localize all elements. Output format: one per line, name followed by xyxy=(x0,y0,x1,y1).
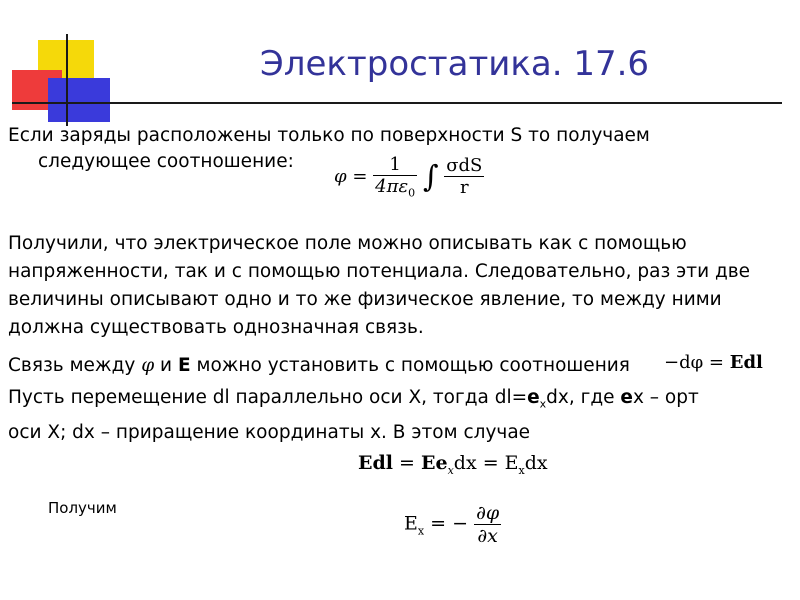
formula-1-integrand-num: σdS xyxy=(446,155,483,177)
formula-3-e: dx xyxy=(524,452,548,474)
logo-vertical-line xyxy=(66,34,68,126)
p3-text-a: Связь между xyxy=(8,355,142,376)
formula-potential-surface xyxy=(334,154,484,200)
logo-blue-square xyxy=(48,78,110,122)
formula-2-rhs: Edl xyxy=(729,352,763,373)
formula-4-lhs: E xyxy=(404,512,418,535)
formula-3-c-sub: x xyxy=(447,463,454,477)
paragraph-4-line-2: оси X; dx – приращение координаты x. В этом случае xyxy=(8,421,531,443)
formula-3-b: = xyxy=(393,452,421,474)
title-underline xyxy=(12,102,782,104)
p3-phi: φ xyxy=(141,355,155,376)
formula-1-integrand-den: r xyxy=(459,177,469,199)
p4-b: dx, где xyxy=(546,387,621,408)
formula-3-d-sub: x xyxy=(518,463,525,477)
paragraph-3 xyxy=(8,352,630,380)
p4-e2: e xyxy=(620,387,633,408)
formula-1-integrand xyxy=(444,155,484,198)
paragraph-5: Получим xyxy=(48,499,117,517)
paragraph-2-line-4: должна существовать однозначная связь. xyxy=(8,317,424,338)
formula-1-coef-den xyxy=(373,176,417,200)
formula-1-den-sub: 0 xyxy=(408,186,416,200)
formula-3-d: dx = E xyxy=(453,452,519,474)
paragraph-4 xyxy=(8,384,699,447)
p4-e: e xyxy=(527,387,540,408)
formula-2-lhs: −dφ = xyxy=(664,352,730,373)
paragraph-2-line-3: величины описывают одно и то же физическое явление, то между ними xyxy=(8,289,722,310)
formula-3-a: Edl xyxy=(358,452,393,474)
formula-4-num: ∂φ xyxy=(476,502,500,524)
p3-E: E xyxy=(177,355,191,376)
p3-text-b: можно установить с помощью соотношения xyxy=(190,355,630,376)
formula-4-den: ∂x xyxy=(477,525,498,547)
formula-1-lhs: φ = xyxy=(334,165,368,187)
formula-4-lhs-sub: x xyxy=(417,524,425,538)
paragraph-2-line-2: напряженности, так и с помощью потенциала. Следовательно, раз эти две xyxy=(8,261,751,282)
formula-field-projection xyxy=(358,452,548,477)
paragraph-1-line-1: Если заряды расположены только по поверхности S то получаем xyxy=(8,125,650,146)
formula-4-eq: = − xyxy=(424,512,469,535)
formula-1-coefficient xyxy=(373,154,417,200)
paragraph-2 xyxy=(8,230,750,342)
slide-title: Электростатика. 17.6 xyxy=(260,44,650,84)
formula-1-coef-num: 1 xyxy=(373,154,417,176)
formula-potential-field-relation xyxy=(664,352,763,373)
p4-a: Пусть перемещение dl параллельно оси X, тогда dl= xyxy=(8,387,528,408)
formula-4-fraction xyxy=(474,502,501,547)
paragraph-1-line-2: следующее соотношение: xyxy=(38,151,294,172)
paragraph-4-line-1 xyxy=(8,384,699,419)
p4-sub: x xyxy=(539,397,547,411)
p3-and: и xyxy=(154,355,178,376)
integral-sign: ∫ xyxy=(422,159,439,195)
formula-field-gradient xyxy=(404,502,501,547)
formula-1-den-text: 4πε xyxy=(375,176,409,197)
formula-3-c: Ee xyxy=(421,452,448,474)
paragraph-2-line-1: Получили, что электрическое поле можно описывать как с помощью xyxy=(8,233,687,254)
p4-c: x – орт xyxy=(632,387,699,408)
